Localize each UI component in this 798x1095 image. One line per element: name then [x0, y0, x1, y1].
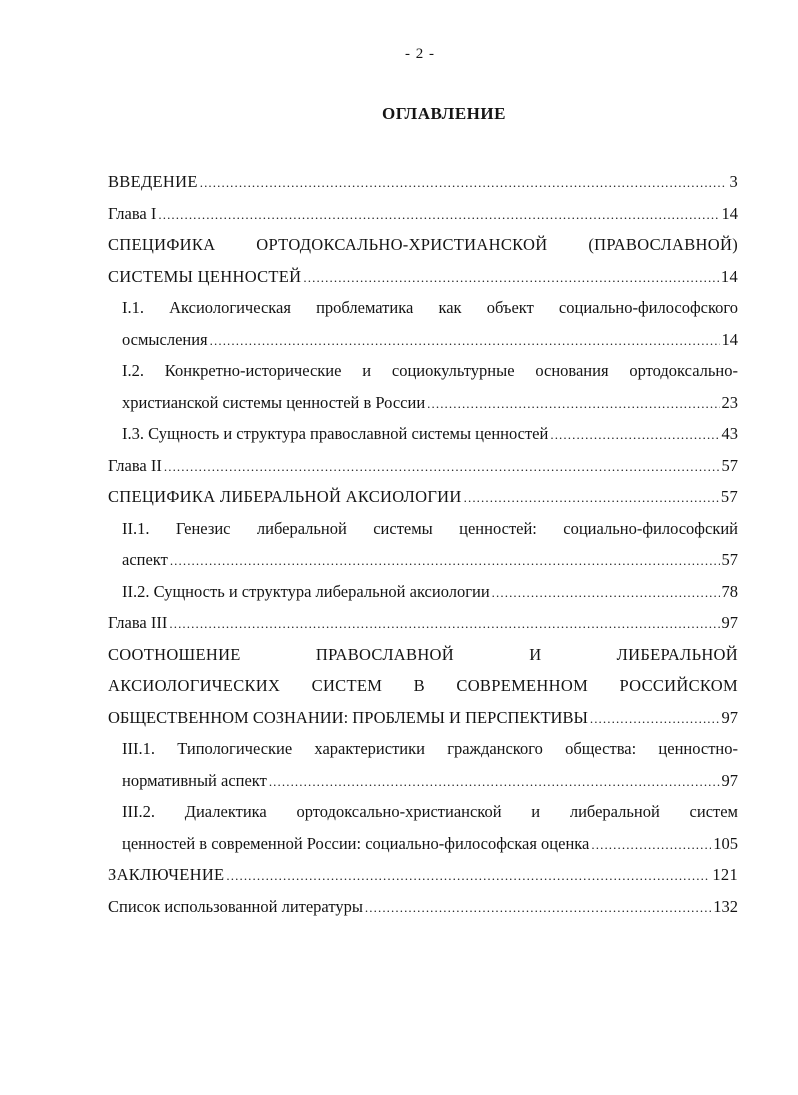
- toc-entry-chapter2-label: [108, 450, 738, 482]
- dot-leader: [158, 199, 719, 230]
- toc-page-number: 105: [713, 833, 738, 853]
- toc-entry-text: осмысления: [122, 329, 208, 349]
- toc-entry-text: I.3. Сущность и структура православной системы ценностей: [122, 424, 549, 443]
- toc-entry-text: ОБЩЕСТВЕННОМ СОЗНАНИИ: ПРОБЛЕМЫ И ПЕРСПЕКТИВЫ: [108, 707, 588, 727]
- toc-entry-section-1-2-line1: I.2. Конкретно-исторические и социокультурные основания ортодоксально-: [122, 361, 738, 380]
- toc-entry-chapter3-label: [108, 607, 738, 639]
- toc-entry-chapter2-title: [108, 481, 738, 513]
- dot-leader: [269, 766, 720, 797]
- table-of-contents: [108, 166, 738, 922]
- toc-page-number: 43: [721, 424, 738, 443]
- dot-leader: [591, 829, 711, 860]
- dot-leader: [365, 892, 711, 923]
- toc-entry-chapter3-title-line3: [108, 702, 738, 734]
- toc-entry-text: СПЕЦИФИКА ЛИБЕРАЛЬНОЙ АКСИОЛОГИИ: [108, 487, 462, 506]
- toc-entry-bibliography: [108, 891, 738, 923]
- toc-entry-section-3-2-line1: III.2. Диалектика ортодоксально-христианской и либеральной систем: [122, 802, 738, 821]
- toc-page-number: 3: [729, 172, 738, 191]
- toc-page-number: 14: [720, 266, 738, 286]
- toc-entry-text: ценностей в современной России: социально-философская оценка: [122, 833, 590, 853]
- toc-entry-chapter1-label: [108, 198, 738, 230]
- toc-page-number: 14: [721, 329, 738, 349]
- toc-page-number: 97: [721, 707, 738, 727]
- toc-page-number: 97: [721, 770, 738, 790]
- toc-entry-section-2-2: [108, 576, 738, 608]
- toc-entry-chapter1-title-line2: [108, 261, 738, 293]
- toc-entry-text: Глава I: [108, 203, 157, 223]
- toc-entry-intro: [108, 166, 738, 198]
- toc-page-number: 97: [721, 613, 738, 632]
- toc-page-number: 57: [720, 487, 738, 506]
- dot-leader: [550, 419, 719, 450]
- toc-entry-text: нормативный аспект: [122, 770, 267, 790]
- toc-entry-section-1-3: [108, 418, 738, 450]
- toc-page-number: 57: [721, 550, 738, 569]
- page-number: - 2 -: [405, 46, 435, 62]
- toc-entry-chapter3-title-line1: СООТНОШЕНИЕ ПРАВОСЛАВНОЙ И ЛИБЕРАЛЬНОЙ: [108, 644, 738, 664]
- toc-entry-text: II.2. Сущность и структура либеральной аксиологии: [122, 581, 490, 601]
- toc-title: ОГЛАВЛЕНИЕ: [382, 104, 506, 123]
- toc-entry-chapter1-title-line1: СПЕЦИФИКА ОРТОДОКСАЛЬНО-ХРИСТИАНСКОЙ (ПРАВОСЛАВНОЙ): [108, 235, 738, 254]
- dot-leader: [464, 482, 719, 513]
- toc-entry-section-1-1-line1: I.1. Аксиологическая проблематика как объект социально-философского: [122, 298, 738, 317]
- dot-leader: [427, 388, 719, 419]
- dot-leader: [200, 167, 728, 198]
- toc-entry-section-1-2-line2: [108, 387, 738, 419]
- toc-page-number: 78: [721, 581, 738, 601]
- toc-page-number: 57: [721, 455, 738, 475]
- toc-page-number: 121: [712, 865, 738, 884]
- toc-entry-conclusion: [108, 859, 738, 891]
- toc-entry-section-3-1-line1: III.1. Типологические характеристики гражданского общества: ценностно-: [122, 739, 738, 758]
- toc-page-number: 132: [713, 896, 738, 916]
- toc-entry-section-3-2-line2: [108, 828, 738, 860]
- toc-entry-chapter3-title-line2: АКСИОЛОГИЧЕСКИХ СИСТЕМ В СОВРЕМЕННОМ РОССИЙСКОМ: [108, 676, 738, 695]
- toc-entry-section-1-1-line2: [108, 324, 738, 356]
- dot-leader: [210, 325, 720, 356]
- toc-page-number: 23: [721, 392, 738, 412]
- toc-entry-section-2-1-line1: II.1. Генезис либеральной системы ценностей: социально-философский: [122, 518, 738, 538]
- toc-entry-section-2-1-line2: [108, 544, 738, 576]
- toc-entry-text: христианской системы ценностей в России: [122, 392, 426, 412]
- toc-entry-section-3-1-line2: [108, 765, 738, 797]
- toc-entry-text: ВВЕДЕНИЕ: [108, 172, 198, 191]
- dot-leader: [226, 860, 710, 891]
- dot-leader: [169, 608, 719, 639]
- dot-leader: [170, 545, 720, 576]
- dot-leader: [164, 451, 720, 482]
- toc-entry-text: аспект: [122, 550, 168, 569]
- toc-entry-text: Глава III: [108, 613, 168, 632]
- dot-leader: [492, 577, 720, 608]
- toc-entry-text: СИСТЕМЫ ЦЕННОСТЕЙ: [108, 266, 302, 286]
- toc-entry-text: Список использованной литературы: [108, 896, 363, 916]
- dot-leader: [590, 703, 720, 734]
- toc-entry-text: Глава II: [108, 455, 162, 475]
- toc-page-number: 14: [721, 203, 738, 223]
- dot-leader: [303, 262, 718, 293]
- toc-entry-text: ЗАКЛЮЧЕНИЕ: [108, 865, 225, 884]
